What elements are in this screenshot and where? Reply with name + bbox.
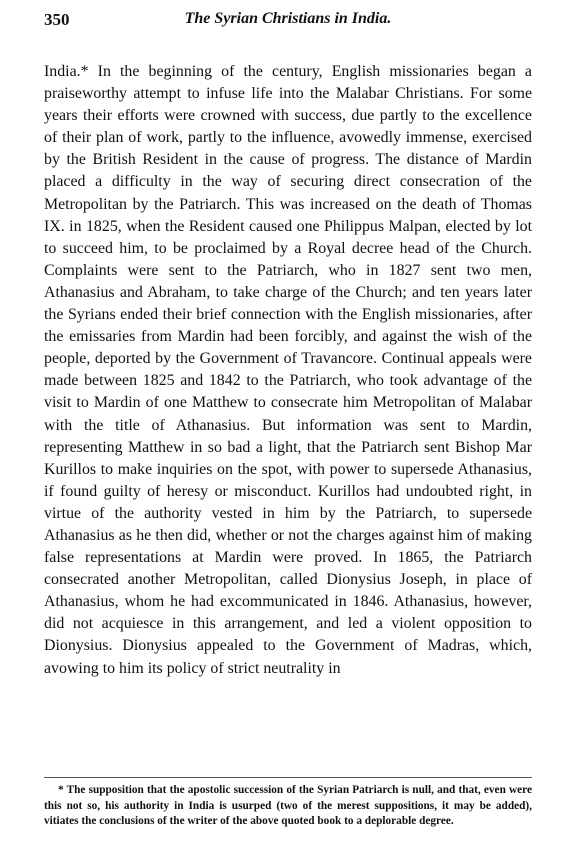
footnote: * The supposition that the apostolic succession of the Syrian Patriarch is null, and that, even were this not so, his authority in India is usurped (two of the merest suppositions, it may be added), vitiates the conclusions of the writer of the above quoted book to a deplorable degree. [44, 784, 532, 827]
running-title: The Syrian Christians in India. [184, 10, 392, 27]
page-number: 350 [44, 10, 70, 29]
page-header [44, 10, 532, 32]
footnote-divider [44, 777, 532, 778]
body-paragraph: India.* In the beginning of the century, English missionaries began a praiseworthy attempt to infuse life into the Malabar Christians. For some years their efforts were crowned with success, due partly to the excellence of their plan of work, partly to the influence, avowedly immense, exercised by the British Resident in the cause of progress. The distance of Mardin placed a difficulty in the way of securing direct consecration of the Metropolitan by the Patriarch. This was increased on the death of Thomas IX. in 1825, when the Resident caused one Philippus Malpan, elected by lot to succeed him, to be proclaimed by a Royal decree head of the Church. Complaints were sent to the Patriarch, who in 1827 sent two men, Athanasius and Abraham, to take charge of the Church; and ten years later the Syrians ended their brief connection with the English missionaries, after the emissaries from Mardin had been forcibly, and against the wish of the people, deported by the Government of Travancore. Continual appeals were made between 1825 and 1842 to the Patriarch, who took advantage of the visit to Mardin of one Matthew to consecrate him Metropolitan of Malabar with the title of Athanasius. But information was sent to Mardin, representing Matthew in so bad a light, that the Patriarch sent Bishop Mar Kurillos to make inquiries on the spot, with power to supersede Athanasius, if found guilty of heresy or misconduct. Kurillos had undoubted right, in virtue of the authority vested in him by the Patriarch, to supersede Athanasius as he then did, whether or not the charges against him of making false representations at Mardin were proved. In 1865, the Patriarch consecrated another Metropolitan, called Dionysius Joseph, in place of Athanasius, whom he had excommunicated in 1846. Athanasius, however, did not acquiesce in this arrangement, and led a violent opposition to Dionysius. Dionysius appealed to the Government of Madras, which, avowing to him its policy of strict neutrality in [44, 63, 532, 677]
